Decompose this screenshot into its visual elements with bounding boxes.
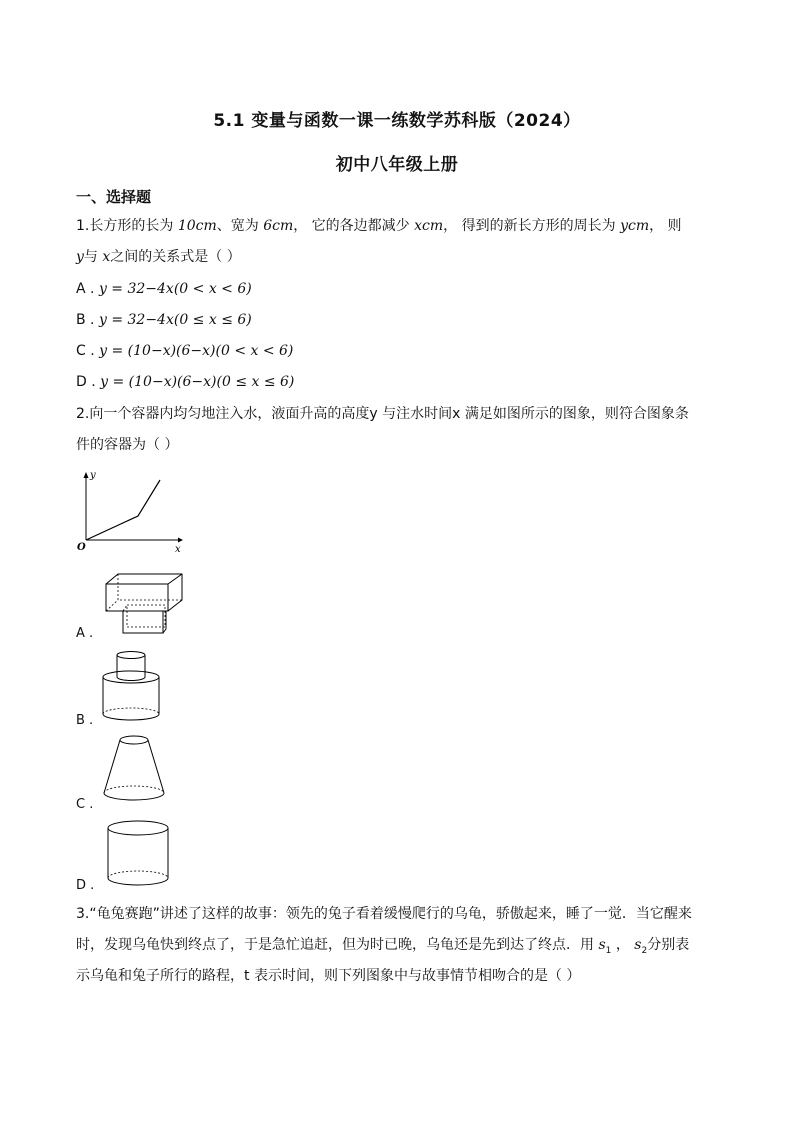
q3-sep: ， <box>611 937 635 953</box>
q1-length-value: 10cm <box>177 218 217 234</box>
q1-width-value: 6cm <box>263 218 294 234</box>
q1-option-c[interactable] <box>76 341 293 361</box>
q1-option-c-letter: C . <box>76 343 95 359</box>
q1-y-value: ycm <box>620 218 650 234</box>
q1-option-b[interactable] <box>76 310 252 330</box>
q1-text-d: ， 得到的新长方形的周长为 <box>443 218 616 234</box>
q3-line2-text: 时，发现乌龟快到终点了，于是急忙追赶，但为时已晚，乌龟还是先到达了终点．用 <box>76 937 594 953</box>
q2-graph-y-label: y <box>90 470 96 481</box>
q1-option-d[interactable] <box>76 372 294 392</box>
document-subtitle: 初中八年级上册 <box>335 155 459 175</box>
q2-option-b-container <box>100 650 164 724</box>
q1-option-d-formula: y = (10−x)(6−x)(0 ≤ x ≤ 6) <box>100 374 295 390</box>
q1-line2-a: 与 <box>83 249 98 265</box>
q1-y-var: y <box>76 249 84 265</box>
q2-option-c-label[interactable]: C . <box>76 797 94 812</box>
q3-s1: s <box>598 937 606 953</box>
q2-graph <box>74 468 188 554</box>
q1-option-c-formula: y = (10−x)(6−x)(0 < x < 6) <box>99 343 294 359</box>
q3-stem-line1: 3.“龟兔赛跑”讲述了这样的故事：领先的兔子看着缓慢爬行的乌龟，骄傲起来，睡了一觉．当它醒来 <box>76 906 692 922</box>
q2-stem-line2: 件的容器为（ ） <box>76 437 179 453</box>
q2-option-a-label[interactable]: A . <box>76 626 94 641</box>
q1-option-a[interactable] <box>76 279 252 299</box>
q1-text-c: ， 它的各边都减少 <box>293 218 410 234</box>
q1-text-a: 长方形的长为 <box>89 218 174 234</box>
q2-stem-line1: 2.向一个容器内均匀地注入水，液面升高的高度y 与注水时间x 满足如图所示的图象，则符合图象条 <box>76 406 689 422</box>
q2-option-d-label[interactable]: D . <box>76 878 95 893</box>
q3-s1-sub: 1 <box>605 945 612 956</box>
q3-s2-sub: 2 <box>641 945 648 956</box>
q1-x-value: xcm <box>414 218 444 234</box>
q3-line2-end: 分别表 <box>647 937 690 953</box>
q2-option-d-container <box>104 818 174 890</box>
q2-option-b-label[interactable]: B . <box>76 713 94 728</box>
q1-number: 1. <box>76 218 90 234</box>
q2-option-c-container <box>100 734 170 806</box>
q1-option-d-letter: D . <box>76 374 96 390</box>
q1-text-e: ， 则 <box>649 218 682 234</box>
q1-option-b-formula: y = 32−4x(0 ≤ x ≤ 6) <box>98 312 252 328</box>
q2-graph-x-label: x <box>175 544 181 554</box>
q2-graph-origin-label: O <box>77 542 86 553</box>
q2-graph-y-arrow <box>84 472 89 478</box>
q2-option-a-container <box>104 572 186 636</box>
q1-stem-line2 <box>76 247 241 267</box>
q1-option-a-letter: A . <box>76 281 95 297</box>
q3-stem-line2 <box>76 935 689 961</box>
q3-stem-line3: 示乌龟和兔子所行的路程，t 表示时间，则下列图象中与故事情节相吻合的是（ ） <box>76 968 581 984</box>
q1-stem-line1 <box>76 216 682 236</box>
q2-graph-line <box>86 480 160 540</box>
q1-text-b: 、宽为 <box>216 218 259 234</box>
q1-x-var: x <box>102 249 111 265</box>
q2-graph-x-arrow <box>178 538 183 543</box>
section-heading: 一、选择题 <box>76 188 152 206</box>
q1-line2-b: 之间的关系式是（ ） <box>110 249 241 265</box>
q3-s2: s <box>634 937 642 953</box>
document-title: 5.1 变量与函数一课一练数学苏科版（2024） <box>213 111 581 131</box>
q1-option-b-letter: B . <box>76 312 95 328</box>
q1-option-a-formula: y = 32−4x(0 < x < 6) <box>98 281 252 297</box>
